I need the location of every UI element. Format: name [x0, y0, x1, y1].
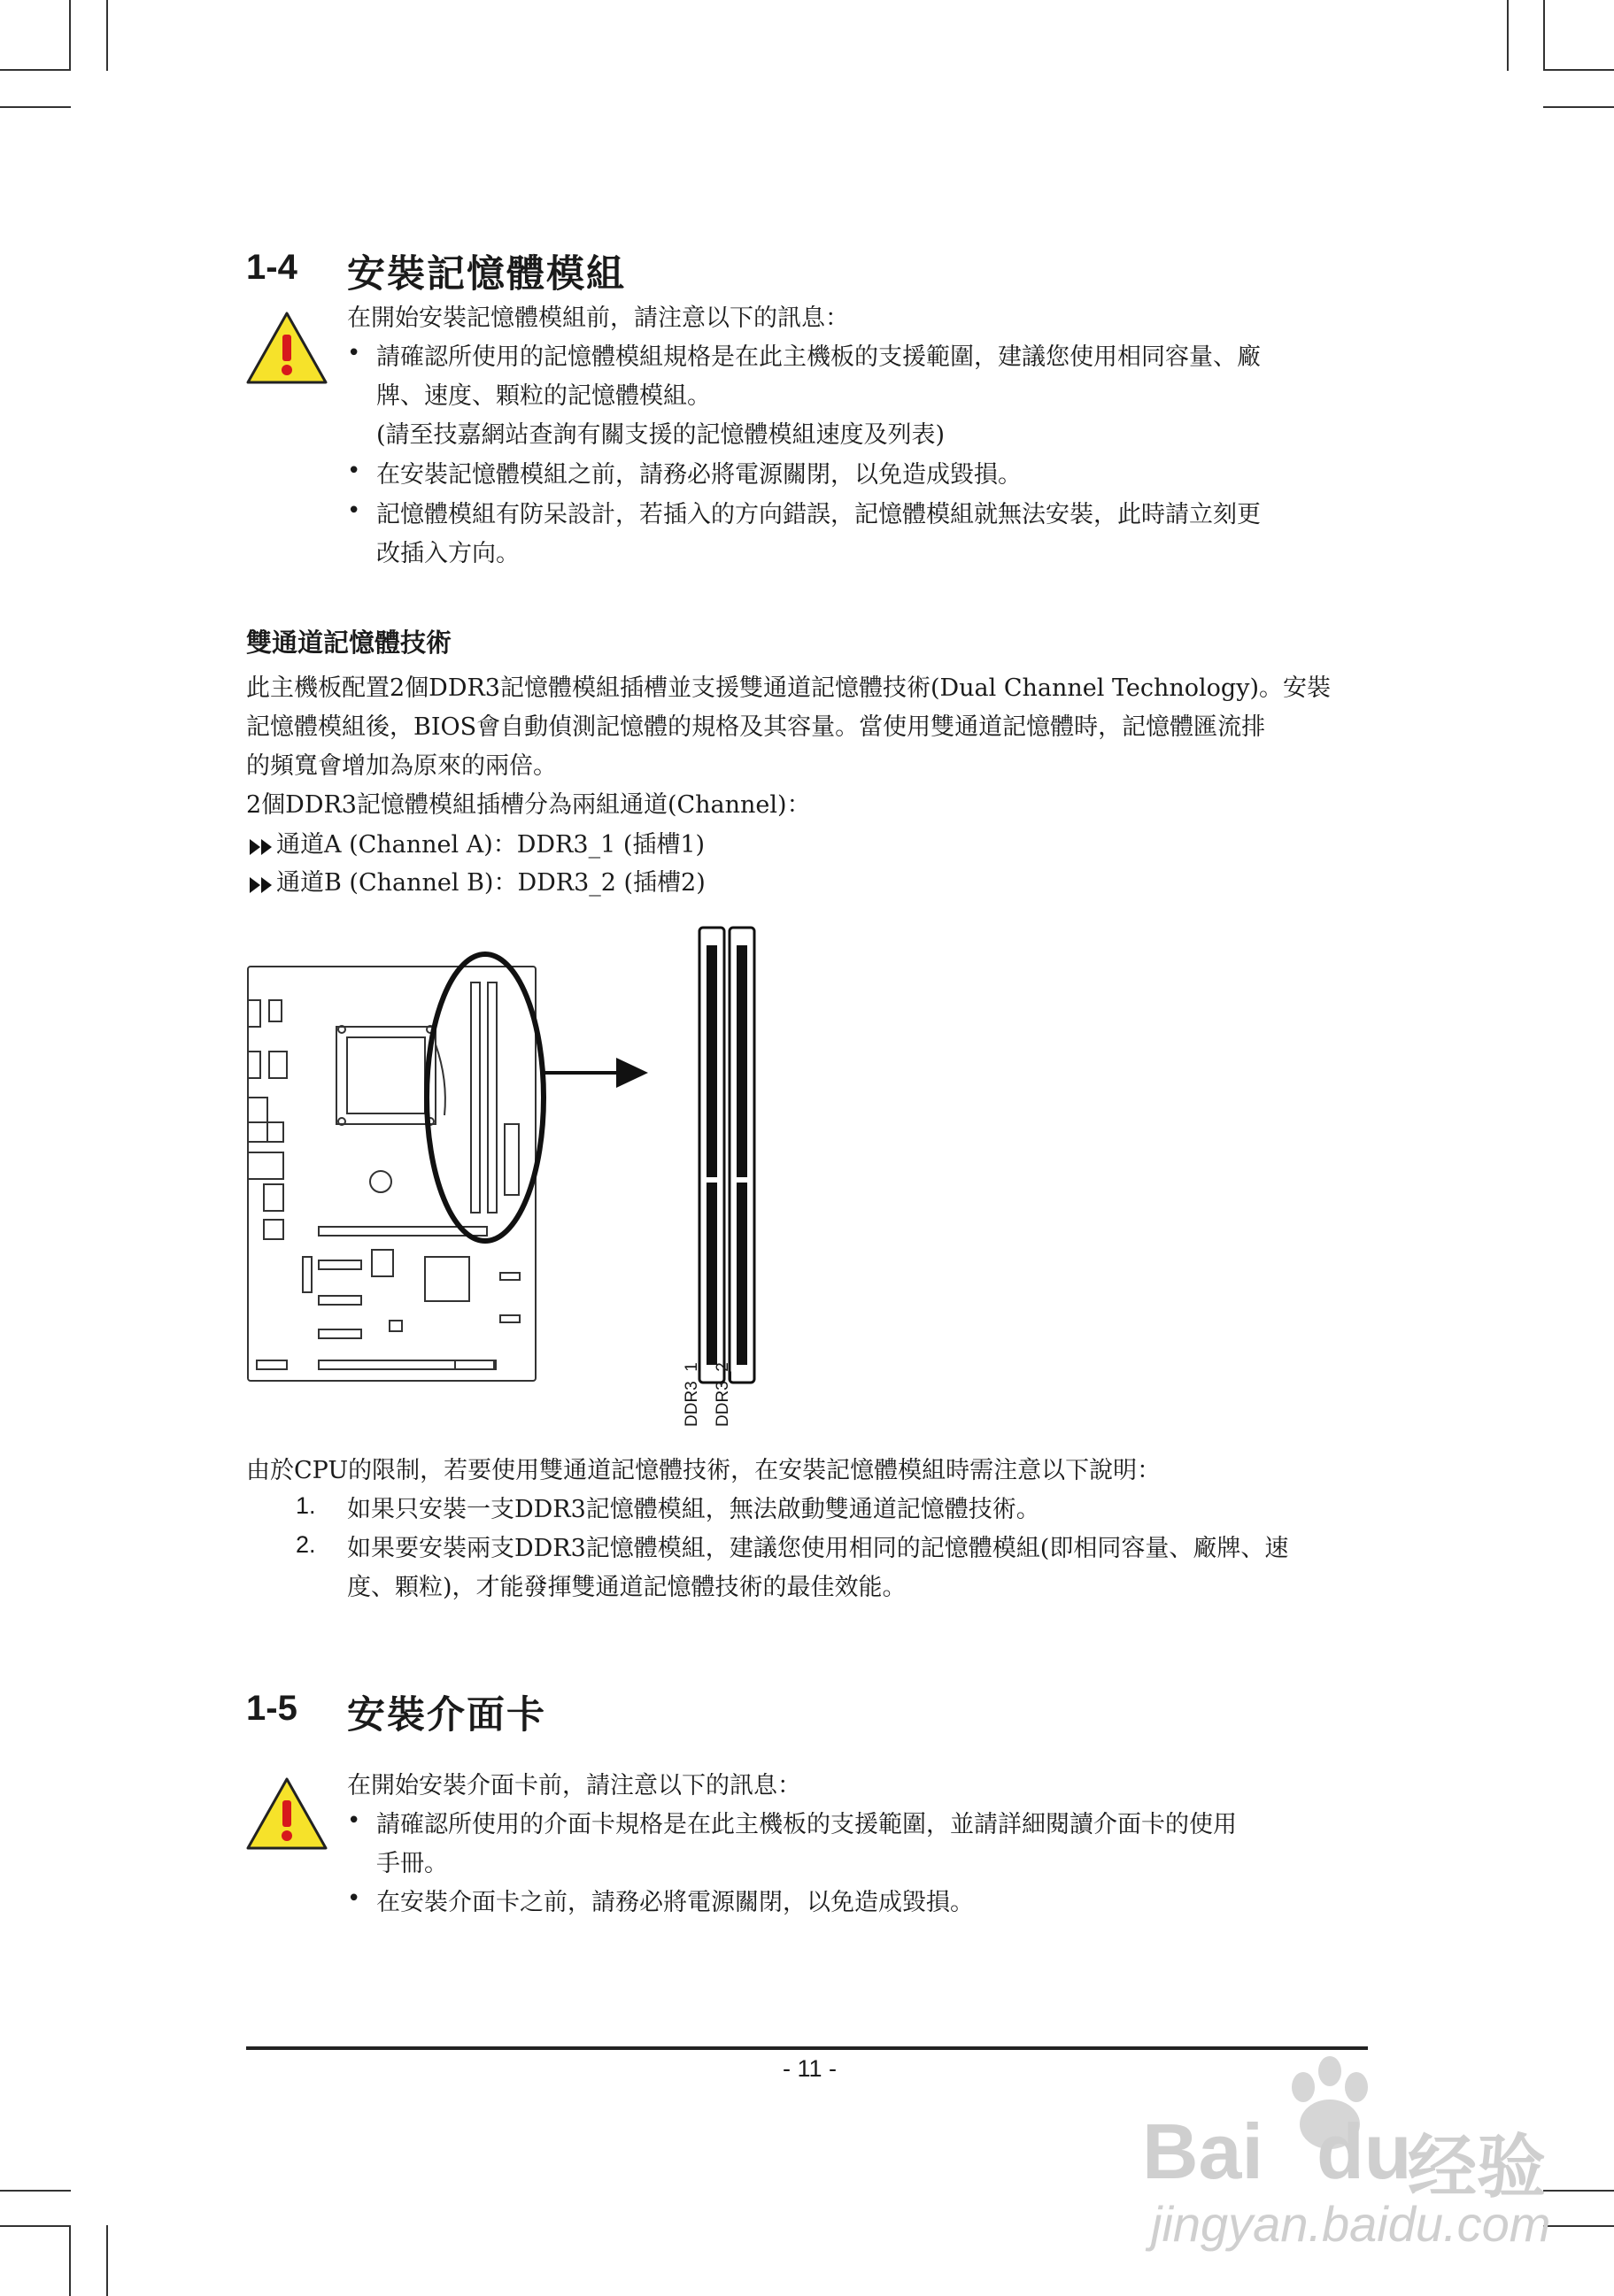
bullet-dot: • — [347, 1807, 361, 1834]
intro-text: 在開始安裝記憶體模組前，請注意以下的訊息： — [347, 304, 849, 332]
channel-item: 通道A (Channel A)：DDR3_1 (插槽1) — [276, 831, 706, 859]
watermark-brand-left: Bai — [1142, 2107, 1263, 2195]
bullet-text: 在安裝介面卡之前，請務必將電源關閉，以免造成毀損。 — [376, 1889, 974, 1916]
motherboard-diagram — [239, 921, 1036, 1434]
warning-icon — [244, 310, 329, 386]
footer-rule — [246, 2046, 1368, 2050]
bullet-text: 請確認所使用的介面卡規格是在此主機板的支援範圍，並請詳細閱讀介面卡的使用 — [376, 1811, 1237, 1838]
crop-mark — [0, 2225, 71, 2227]
paragraph-line: 2個DDR3記憶體模組插槽分為兩組通道(Channel)： — [246, 791, 811, 819]
crop-mark — [1507, 0, 1509, 71]
bullet-text: 在安裝記憶體模組之前，請務必將電源關閉，以免造成毀損。 — [376, 461, 1022, 489]
crop-mark — [1543, 106, 1614, 108]
paragraph-line: 記憶體模組後，BIOS會自動偵測記憶體的規格及其容量。當使用雙通道記憶體時，記憶體匯流排 — [246, 713, 1266, 741]
channel-item: 通道B (Channel B)：DDR3_2 (插槽2) — [276, 869, 706, 897]
crop-mark — [106, 2225, 108, 2296]
bullet-text: 手冊。 — [376, 1850, 448, 1877]
list-number: 2. — [296, 1531, 316, 1558]
crop-mark — [69, 0, 71, 71]
list-text: 如果只安裝一支DDR3記憶體模組，無法啟動雙通道記憶體技術。 — [347, 1496, 1040, 1523]
bullet-text: 改插入方向。 — [376, 540, 520, 567]
watermark-brand-right: du — [1316, 2107, 1412, 2195]
bullet-dot: • — [347, 497, 361, 524]
watermark-brand — [1142, 2107, 1411, 2197]
bullet-dot: • — [347, 340, 361, 366]
section-number: 1-4 — [246, 248, 297, 287]
crop-mark — [1543, 2225, 1614, 2227]
section-title: 安裝記憶體模組 — [347, 252, 626, 297]
bullet-text: 請確認所使用的記憶體模組規格是在此主機板的支援範圍，建議您使用相同容量、廠 — [376, 343, 1261, 371]
crop-mark — [106, 0, 108, 71]
list-text: 度、顆粒)，才能發揮雙通道記憶體技術的最佳效能。 — [347, 1574, 907, 1601]
slot-label: DDR3_2 — [714, 1362, 732, 1427]
crop-mark — [1543, 0, 1545, 71]
crop-mark — [69, 2225, 71, 2296]
subheading: 雙通道記憶體技術 — [246, 628, 452, 658]
double-arrow-icon — [250, 837, 274, 857]
paragraph-line: 的頻寬會增加為原來的兩倍。 — [246, 752, 557, 780]
bullet-text: (請至技嘉網站查詢有關支援的記憶體模組速度及列表) — [376, 421, 946, 449]
bullet-text: 記憶體模組有防呆設計，若插入的方向錯誤，記憶體模組就無法安裝，此時請立刻更 — [376, 501, 1261, 528]
crop-mark — [0, 2190, 71, 2192]
page-number: - 11 - — [783, 2055, 838, 2082]
double-arrow-icon — [250, 875, 274, 895]
bullet-dot: • — [347, 458, 361, 484]
crop-mark — [1543, 2190, 1614, 2192]
watermark-url: jingyan.baidu.com — [1151, 2196, 1551, 2252]
bullet-dot: • — [347, 1885, 361, 1912]
intro-text: 在開始安裝介面卡前，請注意以下的訊息： — [347, 1772, 801, 1799]
section-number: 1-5 — [246, 1689, 297, 1728]
crop-mark — [1543, 69, 1614, 71]
crop-mark — [0, 106, 71, 108]
list-number: 1. — [296, 1492, 316, 1519]
paragraph-line: 此主機板配置2個DDR3記憶體模組插槽並支援雙通道記憶體技術(Dual Channel Technology)。安裝 — [246, 674, 1331, 702]
section-title: 安裝介面卡 — [347, 1693, 546, 1737]
watermark-brand-cn: 经验 — [1408, 2128, 1547, 2206]
warning-icon — [244, 1776, 329, 1852]
list-text: 如果要安裝兩支DDR3記憶體模組，建議您使用相同的記憶體模組(即相同容量、廠牌、速 — [347, 1535, 1289, 1562]
cpu-note: 由於CPU的限制，若要使用雙通道記憶體技術，在安裝記憶體模組時需注意以下說明： — [246, 1457, 1162, 1484]
bullet-text: 牌、速度、顆粒的記憶體模組。 — [376, 382, 711, 410]
slot-label: DDR3_1 — [683, 1362, 701, 1427]
crop-mark — [0, 69, 71, 71]
